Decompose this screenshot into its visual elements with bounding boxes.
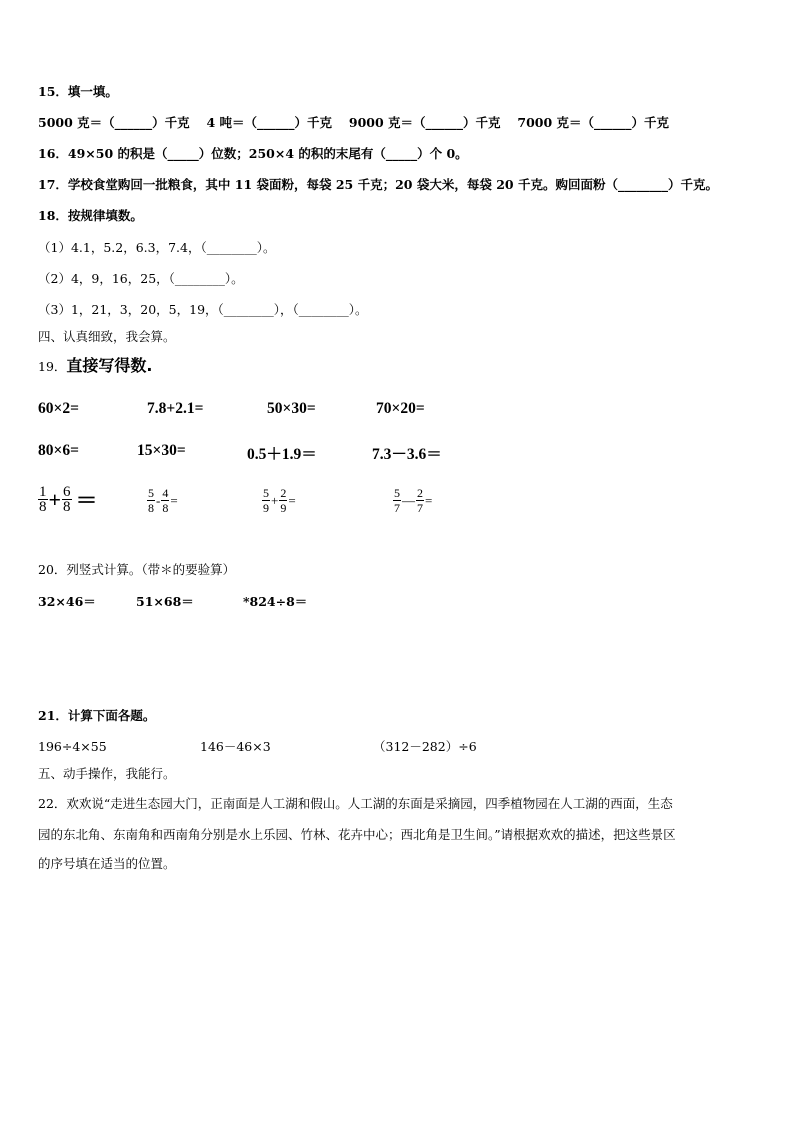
q22-line-3: 的序号填在适当的位置。 (38, 856, 176, 871)
section-4-title: 四、认真细致，我会算。 (38, 329, 176, 344)
fraction-problem-4: $\frac{5}{7}$ — $\frac{2}{7}$ = (394, 486, 433, 515)
fraction-b: $\frac{4}{8}$ (162, 486, 169, 515)
fraction-a: $\frac{5}{9}$ (263, 486, 269, 515)
q21-item-1: 196÷4×55 (38, 739, 107, 754)
calc-r1-4: 70×20= (376, 400, 425, 417)
q20-item-2: 51×68＝ (136, 594, 194, 609)
q18-item-2: （2）4，9，16，25，（________）。 (38, 271, 244, 286)
q21-title: 21．计算下面各题。 (38, 708, 156, 723)
q21-item-2: 146－46×3 (200, 739, 271, 754)
q22-line-2: 园的东北角、东南角和西南角分别是水上乐园、竹林、花卉中心；西北角是卫生间。”请根据欢欢的描述，把这些景区 (38, 827, 676, 842)
q19-number: 19． (38, 359, 67, 374)
q17-text: 17．学校食堂购回一批粮食，其中 11 袋面粉，每袋 25 千克；20 袋大米，每袋 20 千克。购回面粉（________）千克。 (38, 177, 718, 192)
fraction-b: $\frac{2}{7}$ (417, 486, 423, 515)
q20-title: 20．列竖式计算。（带＊的要验算） (38, 562, 236, 577)
q16-text: 16．49×50 的积是（_____）位数；250×4 的积的末尾有（_____）个 0。 (38, 146, 468, 161)
calc-r1-3: 50×30= (267, 400, 316, 417)
q21-item-3: （312－282）÷6 (373, 739, 477, 754)
fraction-problem-1: $\frac{1}{8}$ + $\frac{6}{8}$ ＝ (39, 484, 98, 515)
fraction-problem-3: $\frac{5}{9}$ + $\frac{2}{9}$ = (263, 486, 296, 515)
q20-item-1: 32×46＝ (38, 594, 96, 609)
q18-item-3: （3）1，21，3，20，5，19，（________），（________）。 (38, 302, 368, 317)
fraction-a: $\frac{1}{8}$ (39, 484, 47, 515)
q20-item-3: *824÷8＝ (243, 594, 308, 609)
section-5-title: 五、动手操作，我能行。 (38, 766, 176, 781)
calc-r2-3: 0.5＋1.9＝ (247, 446, 317, 463)
q19-title: 直接写得数. (66, 356, 153, 375)
q18-title: 18．按规律填数。 (38, 208, 143, 223)
calc-r1-2: 7.8+2.1= (147, 400, 204, 417)
fraction-a: $\frac{5}{7}$ (394, 486, 400, 515)
calc-r2-4: 7.3－3.6＝ (372, 446, 442, 463)
q19-heading (38, 358, 153, 375)
fraction-a: $\frac{5}{8}$ (148, 486, 154, 515)
fraction-b: $\frac{6}{8}$ (63, 484, 71, 515)
calc-r1-1: 60×2= (38, 400, 79, 417)
calc-r2-2: 15×30= (137, 442, 186, 459)
q15-title: 15．填一填。 (38, 84, 118, 99)
q18-item-1: （1）4.1，5.2，6.3，7.4，（________）。 (38, 240, 276, 255)
q15-fill-line: 5000 克＝（______）千克 4 吨＝（______）千克 9000 克＝（______）千克 7000 克＝（______）千克 (38, 115, 670, 130)
calc-r2-1: 80×6= (38, 442, 79, 459)
q22-line-1: 22．欢欢说“走进生态园大门，正南面是人工湖和假山。人工湖的东面是采摘园，四季植物园在人工湖的西面，生态 (38, 796, 673, 811)
fraction-b: $\frac{2}{9}$ (280, 486, 287, 515)
fraction-problem-2: $\frac{5}{8}$ - $\frac{4}{8}$ = (148, 486, 178, 515)
